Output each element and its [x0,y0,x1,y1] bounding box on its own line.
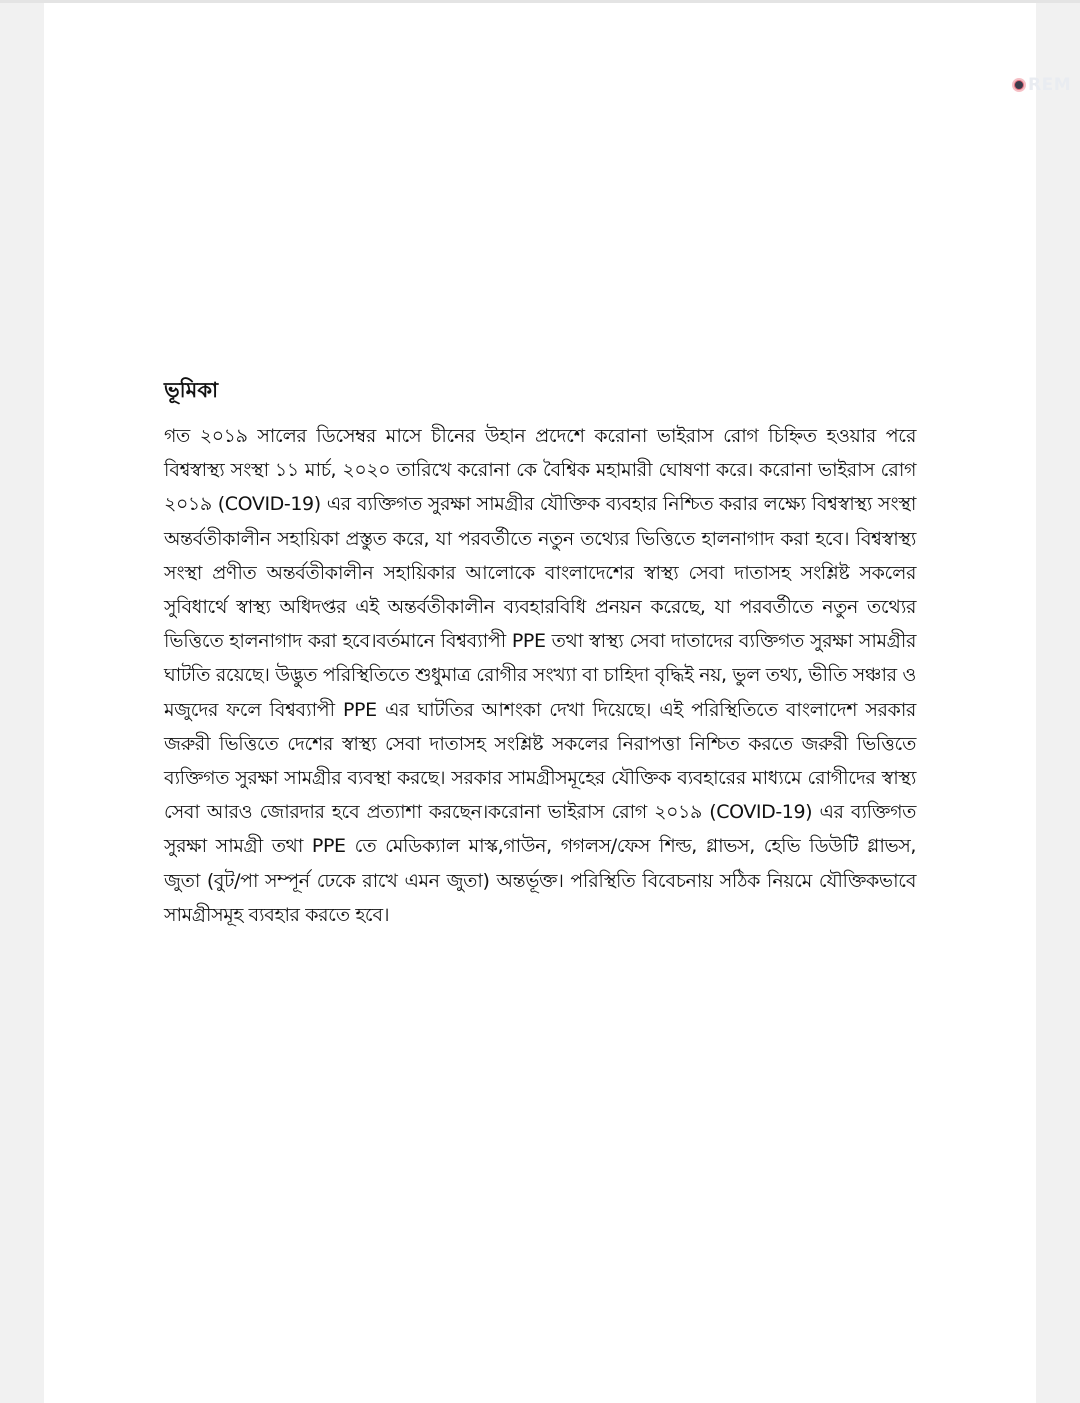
section-heading: ভূমিকা [164,378,219,402]
record-label: REM [1028,75,1072,95]
record-icon-core [1014,80,1024,90]
screen-record-indicator[interactable] [1012,75,1074,95]
document-page [44,3,1036,1403]
section-paragraph: গত ২০১৯ সালের ডিসেম্বর মাসে চীনের উহান প্রদেশে করোনা ভাইরাস রোগ চিহ্নিত হওয়ার পরে বিশ্বস্বাস্থ্য সংস্থা ১১ মার্চ, ২০২০ তারিখে করোনা কে বৈশ্বিক মহামারী ঘোষণা করে। করোনা ভাইরাস রোগ ২০১৯ (COVID-19) এর ব্যক্তিগত সুরক্ষা সামগ্রীর যৌক্তিক ব্যবহার নিশ্চিত করার লক্ষ্যে বিশ্বস্বাস্থ্য সংস্থা অন্তর্বতীকালীন সহায়িকা প্রস্তুত করে, যা পরবর্তীতে নতুন তথ্যের ভিত্তিতে হালনাগাদ করা হবে। বিশ্বস্বাস্থ্য সংস্থা প্রণীত অন্তর্বতীকালীন সহায়িকার আলোকে বাংলাদেশের স্বাস্থ্য সেবা দাতাসহ সংশ্লিষ্ট সকলের সুবিধার্থে স্বাস্থ্য অধিদপ্তর এই অন্তর্বতীকালীন ব্যবহারবিধি প্রনয়ন করেছে, যা পরবর্তীতে নতুন তথ্যের ভিত্তিতে হালনাগাদ করা হবে।বর্তমানে বিশ্বব্যাপী PPE তথা স্বাস্থ্য সেবা দাতাদের ব্যক্তিগত সুরক্ষা সামগ্রীর ঘাটতি রয়েছে। উদ্ভুত পরিস্থিতিতে শুধুমাত্র রোগীর সংখ্যা বা চাহিদা বৃদ্ধিই নয়, ভুল তথ্য, ভীতি সঞ্চার ও মজুদের ফলে বিশ্বব্যাপী PPE এর ঘাটতির আশংকা দেখা দিয়েছে। এই পরিস্থিতিতে বাংলাদেশ সরকার জরুরী ভিত্তিতে দেশের স্বাস্থ্য সেবা দাতাসহ সংশ্লিষ্ট সকলের নিরাপত্তা নিশ্চিত করতে জরুরী ভিত্তিতে ব্যক্তিগত সুরক্ষা সামগ্রীর ব্যবস্থা করছে। সরকার সামগ্রীসমূহের যৌক্তিক ব্যবহারের মাধ্যমে রোগীদের স্বাস্থ্য সেবা আরও জোরদার হবে প্রত্যাশা করছেন।করোনা ভাইরাস রোগ ২০১৯ (COVID-19) এর ব্যক্তিগত সুরক্ষা সামগ্রী তথা PPE তে মেডিক্যাল মাস্ক,গাউন, গগলস/ফেস শিল্ড, গ্লাভস, হেভি ডিউটি গ্লাভস, জুতা (বুট/পা সম্পূর্ন ঢেকে রাখে এমন জুতা) অন্তর্ভূক্ত। পরিস্থিতি বিবেচনায় সঠিক নিয়মে যৌক্তিকভাবে সামগ্রীসমূহ ব্যবহার করতে হবে। [164,425,916,926]
record-icon [1012,78,1026,92]
page-content [164,375,916,932]
